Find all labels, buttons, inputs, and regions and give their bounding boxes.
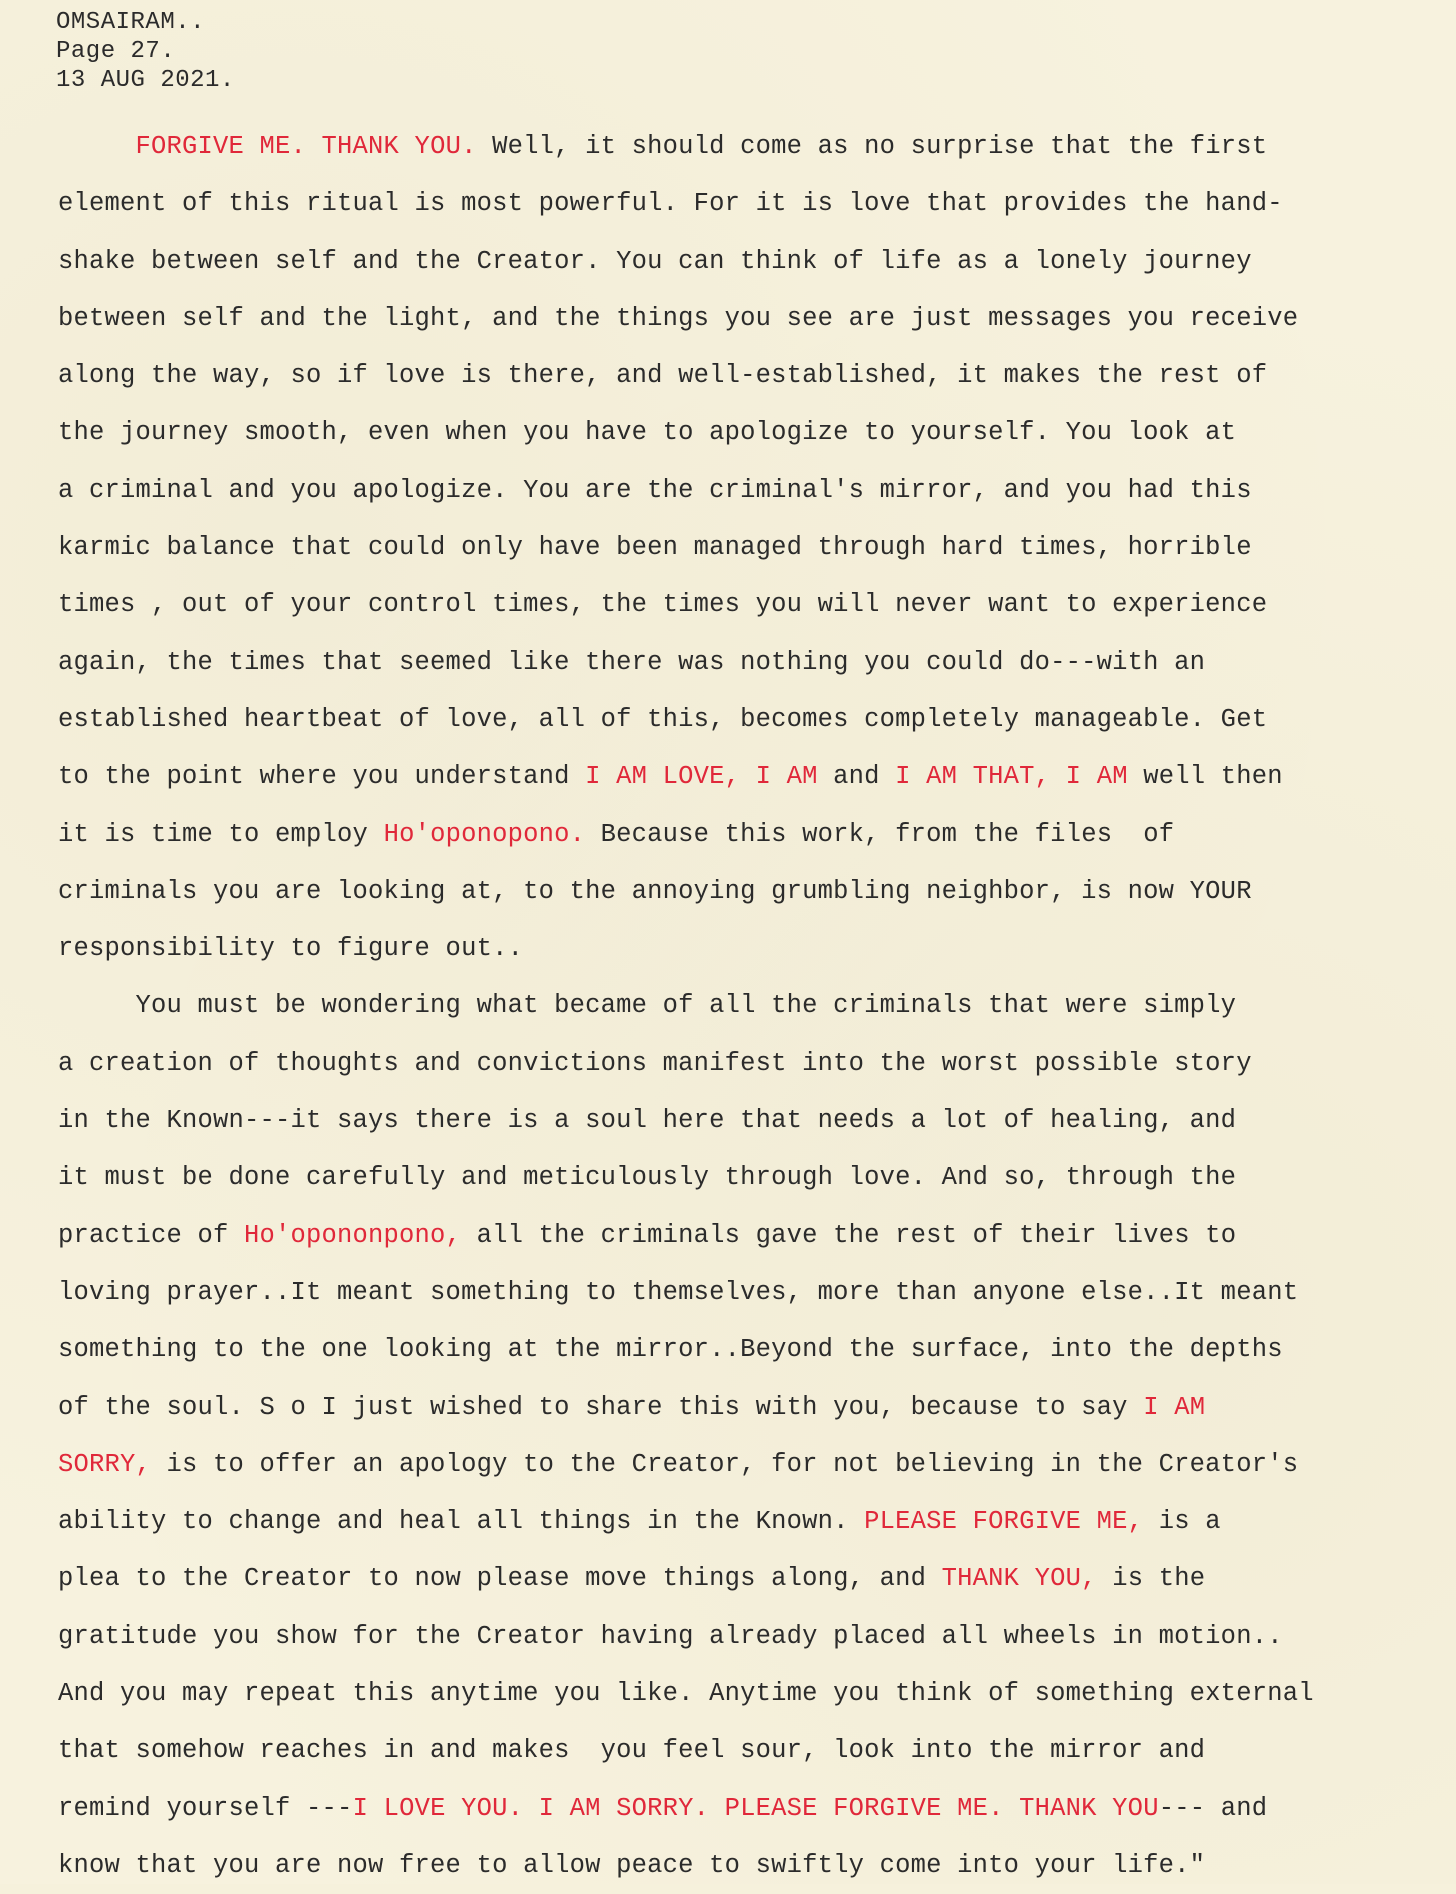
body-text: [58, 118, 1428, 1894]
text-run: of the soul. S o I just wished to share this with you, because to say: [58, 1392, 1144, 1422]
red-phrase: PLEASE FORGIVE ME,: [864, 1507, 1144, 1537]
text-line: [58, 1379, 1428, 1436]
red-phrase: I LOVE YOU. I AM SORRY. PLEASE FORGIVE ME. THANK YOU: [352, 1793, 1159, 1823]
page-header: [56, 8, 235, 95]
text-line: [58, 920, 1428, 977]
text-line: [58, 519, 1428, 576]
text-line: [58, 1264, 1428, 1321]
text-run: plea to the Creator to now please move things along, and: [58, 1564, 942, 1594]
text-run: something to the one looking at the mirror..Beyond the surface, into the depths: [58, 1335, 1283, 1365]
red-phrase: Ho'oponopono.: [383, 819, 586, 849]
red-phrase: THANK YOU,: [941, 1564, 1097, 1594]
text-line: [58, 1149, 1428, 1206]
text-line: [58, 118, 1428, 175]
text-run: established heartbeat of love, all of this, becomes completely manageable. Get: [58, 704, 1268, 734]
text-run: that somehow reaches in and makes you feel sour, look into the mirror and: [58, 1736, 1206, 1766]
text-run: it must be done carefully and meticulously through love. And so, through the: [58, 1163, 1237, 1193]
text-line: [58, 1608, 1428, 1665]
red-phrase: FORGIVE ME. THANK YOU.: [135, 132, 477, 161]
text-run: and: [817, 762, 896, 792]
text-line: [58, 1550, 1428, 1607]
text-run: Because this work, from the files of: [585, 819, 1175, 849]
text-run: times , out of your control times, the times you will never want to experience: [58, 590, 1268, 620]
text-run: between self and the light, and the things you see are just messages you receive: [58, 303, 1299, 333]
text-line: [58, 748, 1428, 805]
text-run: Well, it should come as no surprise that the first: [476, 132, 1268, 161]
red-phrase: I AM THAT, I AM: [895, 762, 1128, 792]
text-run: is to offer an apology to the Creator, for not believing in the Creator's: [151, 1449, 1299, 1479]
text-run: to the point where you understand: [58, 762, 586, 792]
text-line: [58, 634, 1428, 691]
text-line: [58, 1722, 1428, 1779]
text-line: [58, 977, 1428, 1034]
text-line: [58, 1092, 1428, 1149]
text-run: know that you are now free to allow peace to swiftly come into your life.": [58, 1850, 1206, 1880]
text-run: [58, 132, 136, 161]
red-phrase: I AM LOVE, I AM: [585, 762, 818, 792]
text-run: loving prayer..It meant something to themselves, more than anyone else..It meant: [58, 1277, 1299, 1307]
text-line: [58, 576, 1428, 633]
text-line: [58, 404, 1428, 461]
text-line: [58, 347, 1428, 404]
text-run: a criminal and you apologize. You are the criminal's mirror, and you had this: [58, 475, 1252, 505]
text-line: [58, 233, 1428, 290]
text-run: along the way, so if love is there, and well-established, it makes the rest of: [58, 361, 1268, 391]
text-run: is the: [1096, 1564, 1206, 1594]
header-page-number: Page 27.: [56, 38, 176, 65]
text-run: it is time to employ: [58, 819, 384, 849]
text-run: the journey smooth, even when you have to apologize to yourself. You look at: [58, 418, 1237, 448]
text-line: [58, 863, 1428, 920]
text-run: practice of: [58, 1220, 245, 1250]
text-run: karmic balance that could only have been managed through hard times, horrible: [58, 533, 1252, 563]
text-run: all the criminals gave the rest of their lives to: [461, 1220, 1237, 1250]
red-phrase: I AM: [1143, 1392, 1206, 1422]
text-line: [58, 1321, 1428, 1378]
red-phrase: SORRY,: [58, 1449, 152, 1479]
text-line: [58, 1493, 1428, 1550]
text-run: again, the times that seemed like there was nothing you could do---with an: [58, 647, 1206, 677]
text-line: [58, 175, 1428, 232]
text-line: [58, 462, 1428, 519]
text-run: And you may repeat this anytime you like. Anytime you think of something external: [58, 1679, 1314, 1709]
text-line: [58, 1780, 1428, 1837]
header-greeting: OMSAIRAM..: [56, 9, 206, 36]
text-line: [58, 1837, 1428, 1894]
text-run: ability to change and heal all things in the Known.: [58, 1507, 865, 1537]
text-run: shake between self and the Creator. You can think of life as a lonely journey: [58, 246, 1252, 276]
red-phrase: Ho'opononpono,: [244, 1220, 462, 1250]
text-run: You must be wondering what became of all the criminals that were simply: [58, 991, 1237, 1021]
text-run: a creation of thoughts and convictions manifest into the worst possible story: [58, 1048, 1252, 1078]
text-run: element of this ritual is most powerful. For it is love that provides the hand-: [58, 189, 1283, 219]
text-run: in the Known---it says there is a soul here that needs a lot of healing, and: [58, 1106, 1237, 1136]
text-run: is a: [1143, 1507, 1221, 1537]
text-line: [58, 1035, 1428, 1092]
text-run: remind yourself ---: [58, 1793, 353, 1823]
text-line: [58, 691, 1428, 748]
text-run: well then: [1127, 762, 1283, 792]
text-line: [58, 290, 1428, 347]
header-date: 13 AUG 2021.: [56, 67, 235, 94]
text-run: gratitude you show for the Creator having already placed all wheels in motion..: [58, 1621, 1283, 1651]
text-run: responsibility to figure out..: [58, 934, 524, 964]
text-run: criminals you are looking at, to the annoying grumbling neighbor, is now YOUR: [58, 876, 1252, 906]
text-run: --- and: [1158, 1793, 1268, 1823]
text-line: [58, 1207, 1428, 1264]
text-line: [58, 1665, 1428, 1722]
text-line: [58, 806, 1428, 863]
text-line: [58, 1436, 1428, 1493]
